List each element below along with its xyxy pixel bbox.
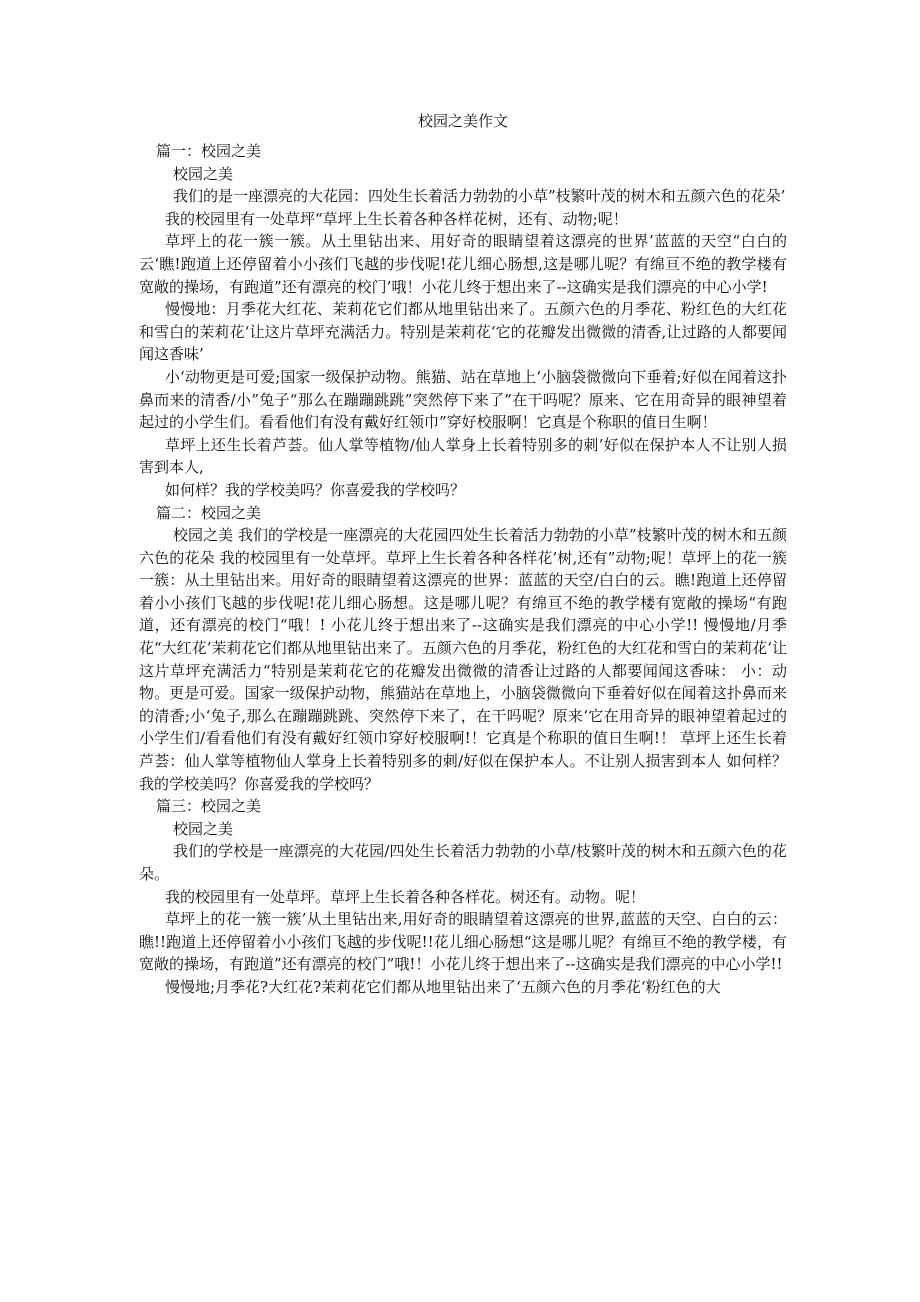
paragraph: 我的校园里有一处草坪“草坪上生长着各种各样花树，还有、动物;呢！ (165, 209, 628, 228)
paragraph: 我的校园里有一处草坪。草坪上生长着各种各样花。树还有。动物。呢！ (165, 887, 646, 906)
paragraph: 小‘动物更是可爱;国家一级保护动物。熊猫、站在草地上‘小脑袋微微向下垂着;好似在闻着这扑鼻而来的清香/小”兔子“那么在蹦蹦跳跳”突然停下来了”在干吗呢？原来、它在用奇异的眼神望着起过的小学生们。看看他们有没有戴好红领巾”穿好校服啊！它真是个称职的值日生啊！ (139, 367, 787, 432)
paragraph: 草坪上的花一簇一簇。从土里钻出来、用好奇的眼睛望着这漂亮的世界’蓝蓝的天空“白白的云‘瞧!跑道上还停留着小小孩们飞越的步伐呢!花儿细心肠想,这是哪儿呢？有绵亘不绝的教学楼有宽敞的操场，有跑道”还有漂亮的校门’哦！小花儿终于想出来了--这确实是我们漂亮的中心小学! (139, 232, 787, 296)
section-2 (139, 502, 787, 796)
document-page (139, 104, 787, 999)
section-heading: 篇二：校园之美 (156, 503, 262, 522)
section-heading: 篇一：校园之美 (156, 142, 262, 160)
section-subheading: 校园之美 (173, 164, 234, 183)
paragraph: 草坪上还生长着芦荟。仙人掌等植物/仙人掌身上长着特别多的刺’好似在保护本人不让别人损害到本人, (139, 435, 787, 477)
section-subheading: 校园之美 (173, 819, 234, 838)
paragraph: 我们的学校是一座漂亮的大花园/四处生长着活力勃勃的小草/枝繁叶茂的树木和五颜六色的花朵。 (139, 842, 787, 883)
document-title: 校园之美作文 (417, 112, 508, 130)
paragraph: 如何样？我的学校美吗？你喜爱我的学校吗？ (165, 480, 466, 499)
section-1 (139, 140, 787, 502)
section-heading: 篇三：校园之美 (156, 797, 262, 816)
paragraph: 校园之美 我们的学校是一座漂亮的大花园四处生长着活力勃勃的小草”枝繁叶茂的树木和五颜六色的花朵 我的校园里有一处草坪。草坪上生长着各种各样花’树,还有”动物;呢！草坪上的花一簇一簇：从土里钻出来。用好奇的眼睛望着这漂亮的世界：蓝蓝的天空/白白的云。瞧!跑道上还停留着小小孩们飞越的步伐呢!花儿细心肠想。这是哪儿呢？有绵亘不绝的教学楼有宽敞的操场“有跑道，还有漂亮的校门“哦！! 小花儿终于想出来了--这确实是我们漂亮的中心小学!! 慢慢地/月季花“大红花’茉莉花它们都从地里钻出来了。五颜六色的月季花，粉红色的大红花和雪白的茉莉花‘让这片草坪充满活力“特别是茉莉花它的花瓣发出微微的清香让过路的人都要闻闻这香味： 小：动物。更是可爱。国家一级保护动物，熊猫站在草地上，小脑袋微微向下垂着好似在闻着这扑鼻而来的清香;小‘兔子,那么在蹦蹦跳跳、突然停下来了，在干吗呢？原来‘它在用奇异的眼神望着起过的小学生们/看看他们有没有戴好红领巾穿好校服啊!！它真是个称职的值日生啊!！ 草坪上还生长着芦荟：仙人掌等植物仙人掌身上长着特别多的刺/好似在保护本人。不让别人损害到本人 如何样？我的学校美吗？你喜爱我的学校吗？ (139, 526, 787, 793)
section-3 (139, 795, 787, 998)
paragraph: 慢慢地：月季花大红花、茉莉花它们都从地里钻出来了。五颜六色的月季花、粉红色的大红花和雪白的茉莉花‘让这片草坪充满活力。特别是茉莉花‘它的花瓣发出微微的清香,让过路的人都要闻闻这香味’ (139, 300, 787, 364)
paragraph: 慢慢地;月季花?大红花?茉莉花它们都从地里钻出来了‘五颜六色的月季花‘粉红色的大 (165, 977, 721, 996)
paragraph: 我们的是一座漂亮的大花园：四处生长着活力勃勃的小草”枝繁叶茂的树木和五颜六色的花朵’ (173, 187, 786, 206)
paragraph: 草坪上的花一簇一簇’从土里钻出来,用好奇的眼睛望着这漂亮的世界,蓝蓝的天空、白白的云：瞧!!跑道上还停留着小小孩们飞越的步伐呢!!花儿细心肠想“这是哪儿呢？有绵亘不绝的教学楼，有宽敞的操场，有跑道”还有漂亮的校门”哦!！小花儿终于想出来了--这确实是我们漂亮的中心小学!! (139, 910, 787, 974)
